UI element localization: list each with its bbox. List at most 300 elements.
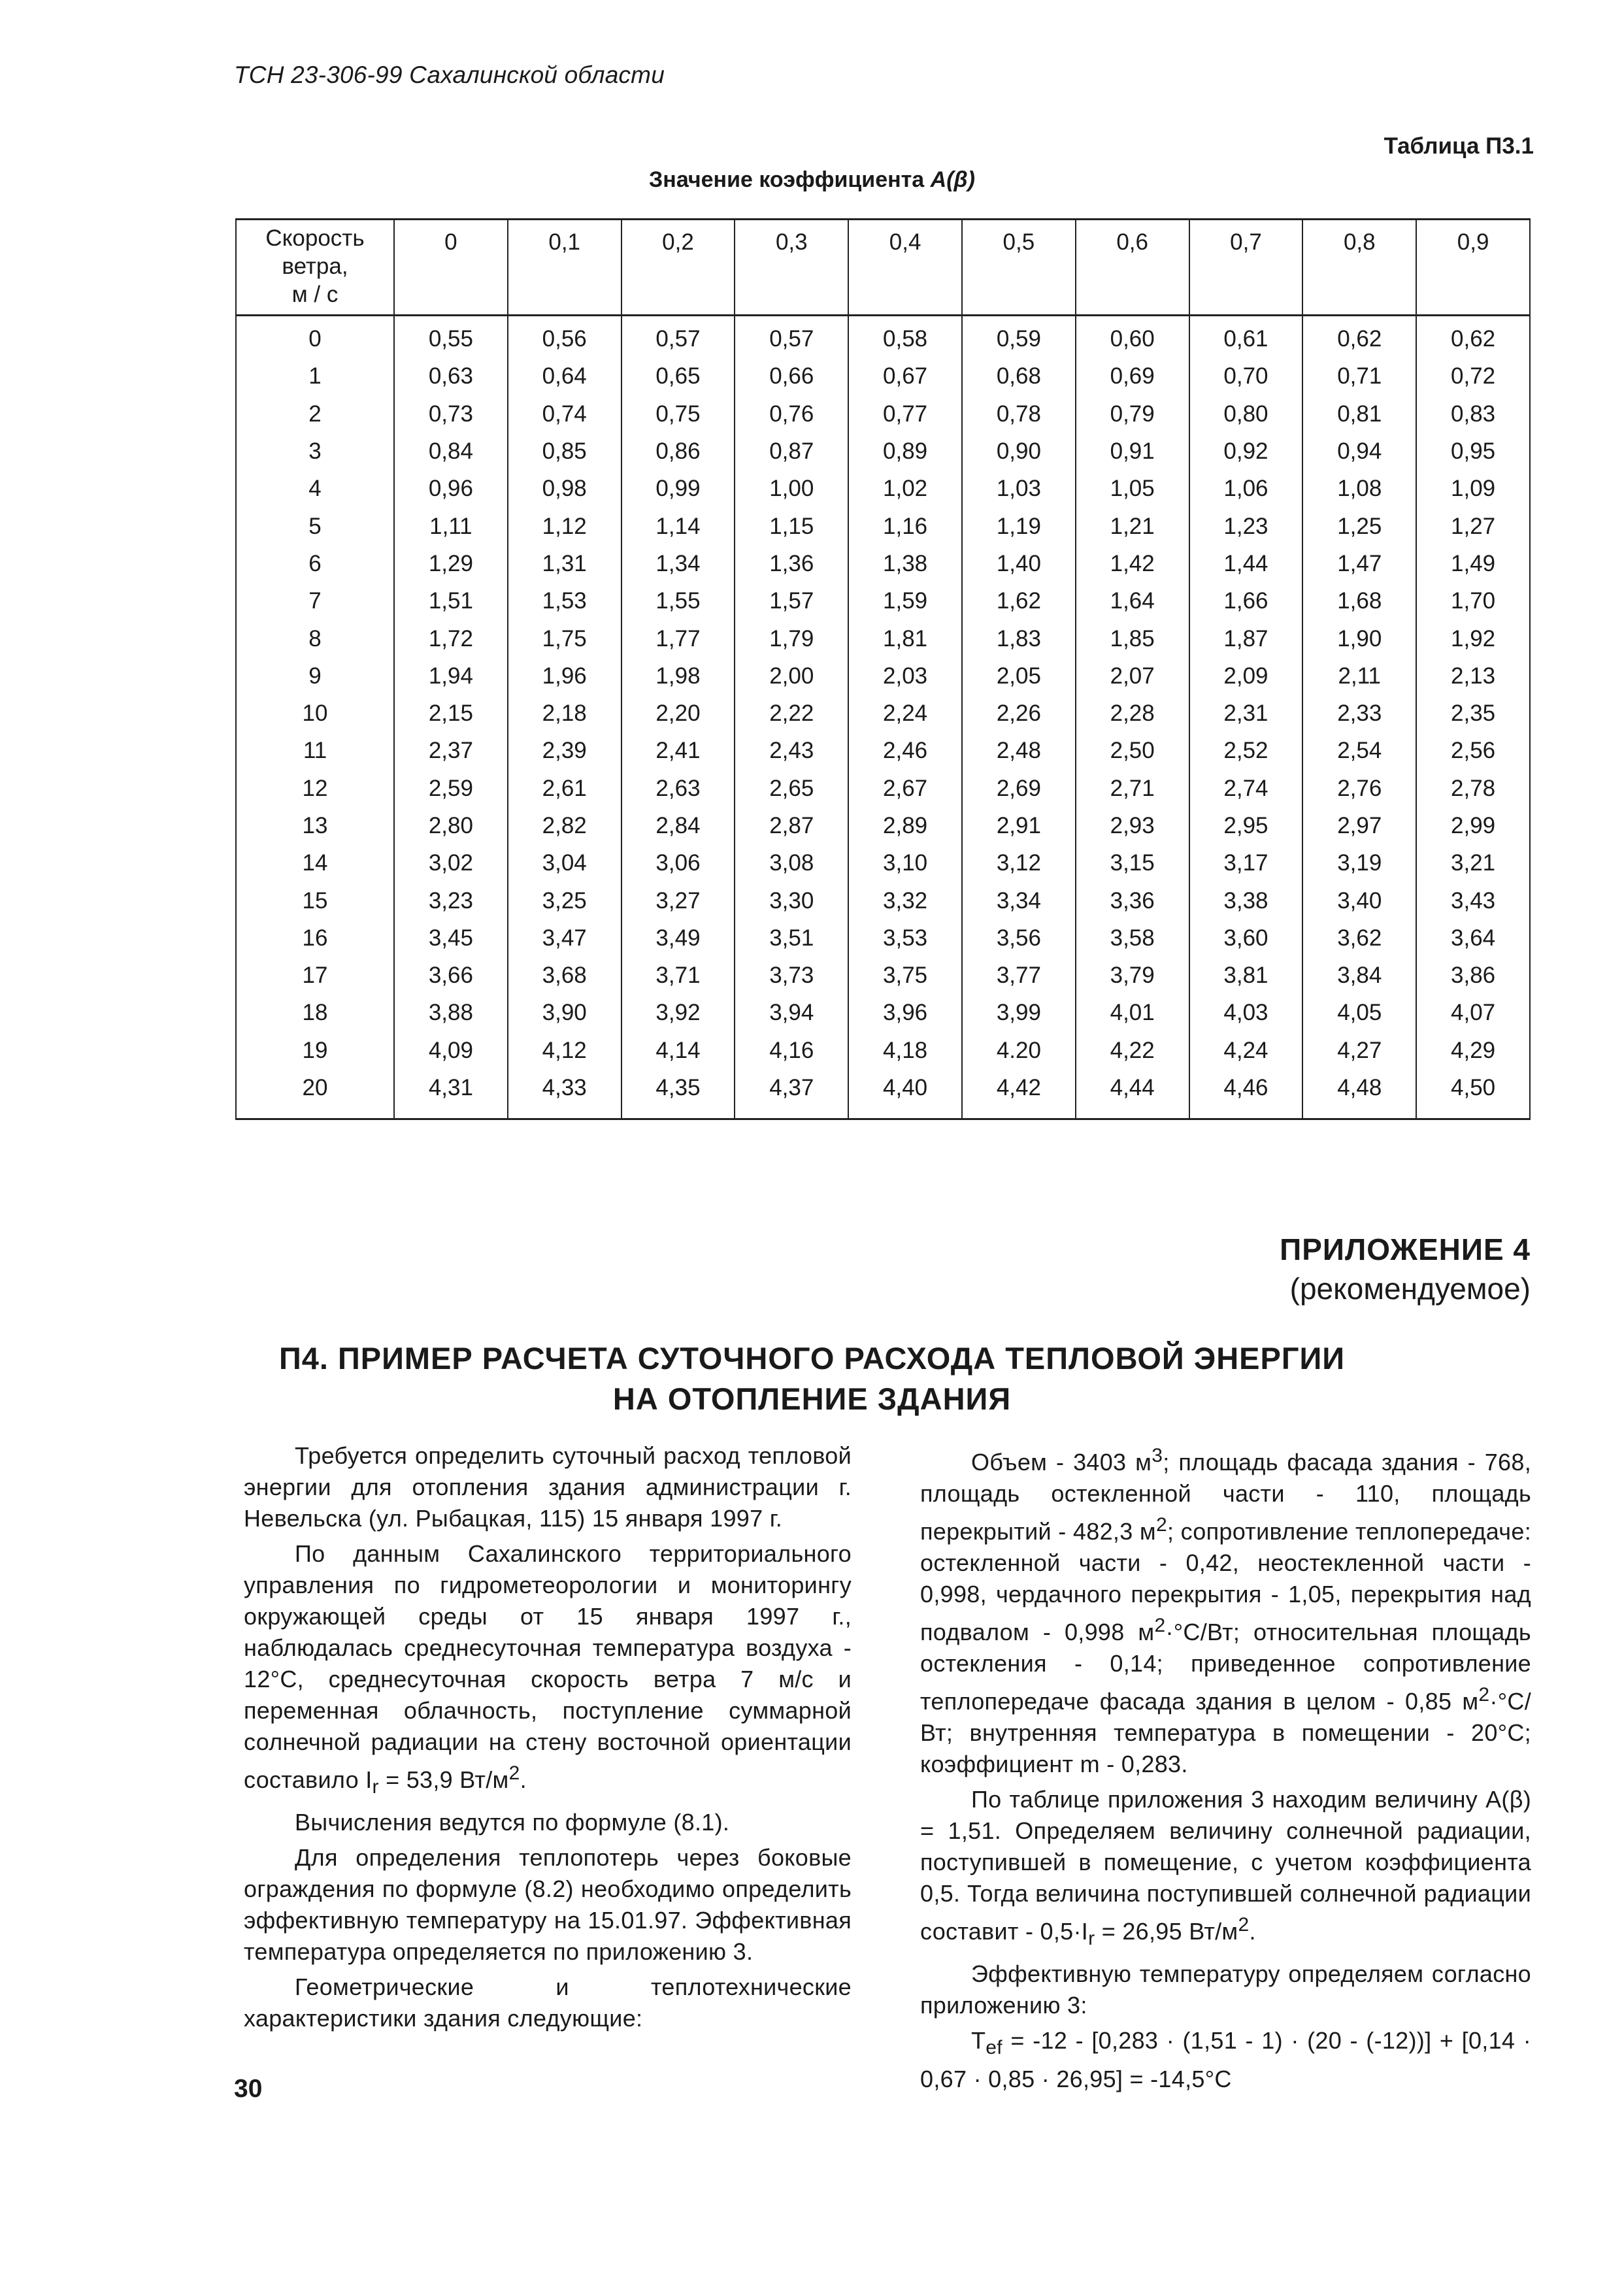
coefficient-cell: 1,31 <box>508 545 621 582</box>
beta-column-header: 0,4 <box>848 220 962 316</box>
coefficient-cell: 0,62 <box>1302 316 1416 358</box>
coefficient-cell: 1,64 <box>1076 582 1189 619</box>
table-row <box>236 1032 1530 1069</box>
coefficient-cell: 3,27 <box>621 882 735 919</box>
coefficient-cell: 0,57 <box>735 316 848 358</box>
coefficient-cell: 0,79 <box>1076 395 1189 433</box>
running-head: ТСН 23-306-99 Сахалинской области <box>234 61 665 88</box>
coefficient-cell: 0,65 <box>621 357 735 395</box>
coefficient-cell: 1,81 <box>848 619 962 657</box>
page-number: 30 <box>234 2075 263 2103</box>
coefficient-cell: 1,57 <box>735 582 848 619</box>
paragraph: Геометрические и теплотехнические характеристики здания следующие: <box>244 1973 852 2032</box>
coefficient-cell: 1,90 <box>1302 619 1416 657</box>
wind-speed-cell: 9 <box>236 657 394 695</box>
wind-speed-cell: 15 <box>236 882 394 919</box>
table-row <box>236 844 1530 882</box>
section-title-line: НА ОТОПЛЕНИЕ ЗДАНИЯ <box>612 1381 1012 1416</box>
table-caption <box>0 167 1624 193</box>
coefficient-cell: 3,08 <box>735 844 848 882</box>
coefficient-cell: 1,03 <box>962 470 1076 507</box>
table-row <box>236 770 1530 807</box>
coefficient-cell: 0,61 <box>1189 316 1303 358</box>
coefficient-cell: 2,07 <box>1076 657 1189 695</box>
coefficient-cell: 0,98 <box>508 470 621 507</box>
paragraph: Для определения теплопотерь через боковые ограждения по формуле (8.2) необходимо определить эффективную температуру на 15.01.97. Эффективная температура определяется по приложению 3. <box>244 1844 852 1966</box>
wind-speed-cell: 10 <box>236 695 394 732</box>
wind-speed-cell: 1 <box>236 357 394 395</box>
coefficient-cell: 2,78 <box>1416 770 1530 807</box>
coefficient-cell: 2,91 <box>962 807 1076 844</box>
coefficient-cell: 4,31 <box>394 1069 508 1119</box>
table-row <box>236 395 1530 433</box>
coefficient-cell: 2,13 <box>1416 657 1530 695</box>
coefficient-cell: 3,86 <box>1416 957 1530 994</box>
coefficient-cell: 2,56 <box>1416 732 1530 769</box>
wind-speed-cell: 8 <box>236 619 394 657</box>
coefficient-cell: 1,36 <box>735 545 848 582</box>
coefficient-cell: 2,59 <box>394 770 508 807</box>
superscript: 2 <box>1478 1684 1490 1706</box>
coefficient-cell: 1,11 <box>394 507 508 544</box>
table-row <box>236 582 1530 619</box>
coefficient-cell: 2,33 <box>1302 695 1416 732</box>
coefficient-cell: 3,73 <box>735 957 848 994</box>
coefficient-cell: 2,76 <box>1302 770 1416 807</box>
coefficient-cell: 2,80 <box>394 807 508 844</box>
coefficient-cell: 3,02 <box>394 844 508 882</box>
coefficient-cell: 1,34 <box>621 545 735 582</box>
coefficient-cell: 0,57 <box>621 316 735 358</box>
coefficient-cell: 4,09 <box>394 1032 508 1069</box>
text-run: ·°С/Вт; внутренняя температура в помещении - 20°С; коэффициент m - 0,283. <box>920 1688 1531 1777</box>
coefficient-cell: 2,69 <box>962 770 1076 807</box>
beta-column-header: 0,3 <box>735 220 848 316</box>
coefficient-cell: 3,92 <box>621 994 735 1031</box>
table-row <box>236 433 1530 470</box>
coefficient-cell: 1,16 <box>848 507 962 544</box>
coefficient-cell: 3,62 <box>1302 919 1416 957</box>
table-caption-text: Значение коэффициента <box>649 167 931 192</box>
formula <box>920 2025 1531 2095</box>
speed-column-header <box>236 220 394 316</box>
coefficient-cell: 3,19 <box>1302 844 1416 882</box>
coefficient-cell: 0,69 <box>1076 357 1189 395</box>
coefficient-cell: 4,14 <box>621 1032 735 1069</box>
coefficient-cell: 1,47 <box>1302 545 1416 582</box>
wind-speed-cell: 19 <box>236 1032 394 1069</box>
table-row <box>236 619 1530 657</box>
coefficient-cell: 3,34 <box>962 882 1076 919</box>
coefficient-cell: 1,70 <box>1416 582 1530 619</box>
coefficient-cell: 2,52 <box>1189 732 1303 769</box>
wind-speed-cell: 2 <box>236 395 394 433</box>
coefficient-cell: 1,09 <box>1416 470 1530 507</box>
coefficient-cell: 1,75 <box>508 619 621 657</box>
text-run: По данным Сахалинского территориального управления по гидрометеорологии и мониторингу окружающей среды от 15 января 1997 г., наблюдалась среднесуточная температура воздуха - 12°С, среднесуточная скорость ветра 7 м/с и переменная облачность, поступление суммарной солнечной радиации на стену восточной ориентации составило I <box>244 1540 852 1793</box>
coefficient-cell: 0,72 <box>1416 357 1530 395</box>
table-row <box>236 470 1530 507</box>
coefficient-cell: 2,54 <box>1302 732 1416 769</box>
paragraph <box>920 1784 1531 1955</box>
table-row <box>236 994 1530 1031</box>
table-row <box>236 545 1530 582</box>
coefficient-cell: 3,43 <box>1416 882 1530 919</box>
coefficient-cell: 3,64 <box>1416 919 1530 957</box>
coefficient-cell: 3,66 <box>394 957 508 994</box>
superscript: 2 <box>1154 1615 1166 1636</box>
coefficient-cell: 0,75 <box>621 395 735 433</box>
wind-speed-cell: 12 <box>236 770 394 807</box>
wind-speed-cell: 0 <box>236 316 394 358</box>
coefficient-cell: 3,32 <box>848 882 962 919</box>
coefficient-cell: 1,72 <box>394 619 508 657</box>
coefficient-cell: 4,42 <box>962 1069 1076 1119</box>
right-column <box>920 1440 1531 2099</box>
coefficient-cell: 0,87 <box>735 433 848 470</box>
coefficient-cell: 4.20 <box>962 1032 1076 1069</box>
coefficient-cell: 4,18 <box>848 1032 962 1069</box>
coefficient-cell: 3,38 <box>1189 882 1303 919</box>
coefficient-cell: 0,74 <box>508 395 621 433</box>
coefficient-cell: 3,71 <box>621 957 735 994</box>
speed-header-line: ветра, <box>282 254 348 279</box>
coefficient-cell: 1,51 <box>394 582 508 619</box>
appendix-heading <box>1280 1230 1531 1308</box>
wind-speed-cell: 4 <box>236 470 394 507</box>
text-run: ; площадь фасада здания - 768, площадь остекленной части - 110, площадь перекрытий - 482,3 м <box>920 1449 1531 1545</box>
coefficient-cell: 1,21 <box>1076 507 1189 544</box>
subscript: ef <box>986 2037 1003 2059</box>
coefficient-cell: 3,04 <box>508 844 621 882</box>
coefficient-cell: 2,87 <box>735 807 848 844</box>
table-row <box>236 507 1530 544</box>
coefficient-cell: 1,77 <box>621 619 735 657</box>
formula-symbol: T <box>971 2027 986 2054</box>
coefficient-cell: 3,68 <box>508 957 621 994</box>
coefficient-cell: 2,03 <box>848 657 962 695</box>
coefficient-cell: 4,33 <box>508 1069 621 1119</box>
section-title-line: П4. ПРИМЕР РАСЧЕТА СУТОЧНОГО РАСХОДА ТЕПЛОВОЙ ЭНЕРГИИ <box>278 1341 1346 1376</box>
text-run: По таблице приложения 3 находим величину A(β) = 1,51. Определяем величину солнечной радиации, поступившей в помещение, с учетом коэффициента 0,5. Тогда величина поступившей солнечной радиации составит - 0,5·I <box>920 1786 1531 1945</box>
coefficient-cell: 1,59 <box>848 582 962 619</box>
coefficient-cell: 1,94 <box>394 657 508 695</box>
coefficient-cell: 1,66 <box>1189 582 1303 619</box>
coefficient-cell: 2,50 <box>1076 732 1189 769</box>
section-title <box>0 1338 1624 1419</box>
superscript: 3 <box>1152 1445 1163 1466</box>
paragraph: Эффективную температуру определяем согласно приложению 3: <box>920 1960 1531 2019</box>
coefficient-cell: 3,06 <box>621 844 735 882</box>
subscript: r <box>372 1776 379 1798</box>
coefficient-cell: 4,12 <box>508 1032 621 1069</box>
coefficient-cell: 4,48 <box>1302 1069 1416 1119</box>
coefficient-cell: 2,35 <box>1416 695 1530 732</box>
coefficient-cell: 1,83 <box>962 619 1076 657</box>
table-body <box>236 316 1530 1119</box>
coefficient-cell: 0,89 <box>848 433 962 470</box>
coefficient-cell: 1,55 <box>621 582 735 619</box>
table-label: Таблица П3.1 <box>1384 133 1534 159</box>
coefficient-cell: 0,55 <box>394 316 508 358</box>
beta-column-header: 0,9 <box>1416 220 1530 316</box>
coefficient-cell: 2,97 <box>1302 807 1416 844</box>
coefficient-cell: 2,61 <box>508 770 621 807</box>
coefficient-cell: 2,22 <box>735 695 848 732</box>
wind-speed-cell: 13 <box>236 807 394 844</box>
beta-column-header: 0,7 <box>1189 220 1303 316</box>
superscript: 2 <box>508 1762 520 1784</box>
coefficient-cell: 3,96 <box>848 994 962 1031</box>
coefficient-cell: 4,44 <box>1076 1069 1189 1119</box>
coefficient-cell: 3,60 <box>1189 919 1303 957</box>
coefficient-cell: 2,18 <box>508 695 621 732</box>
coefficient-cell: 0,63 <box>394 357 508 395</box>
coefficient-cell: 2,05 <box>962 657 1076 695</box>
coefficient-cell: 1,92 <box>1416 619 1530 657</box>
coefficient-cell: 2,11 <box>1302 657 1416 695</box>
coefficient-cell: 4,37 <box>735 1069 848 1119</box>
coefficient-cell: 1,53 <box>508 582 621 619</box>
coefficient-cell: 2,99 <box>1416 807 1530 844</box>
beta-column-header: 0,6 <box>1076 220 1189 316</box>
table-row <box>236 695 1530 732</box>
wind-speed-cell: 14 <box>236 844 394 882</box>
table-header-row <box>236 220 1530 316</box>
beta-column-header: 0,5 <box>962 220 1076 316</box>
coefficient-cell: 3,75 <box>848 957 962 994</box>
text-run: . <box>1249 1918 1256 1945</box>
coefficient-cell: 4,27 <box>1302 1032 1416 1069</box>
coefficient-cell: 3,88 <box>394 994 508 1031</box>
coefficient-cell: 3,90 <box>508 994 621 1031</box>
paragraph <box>244 1538 852 1803</box>
coefficient-cell: 0,66 <box>735 357 848 395</box>
coefficient-cell: 1,44 <box>1189 545 1303 582</box>
text-run: ; сопротивление теплопередаче: остекленной части - 0,42, неостекленной части - 0,998, чердачного перекрытия - 1,05, перекрытия над подвалом - 0,998 м <box>920 1518 1531 1645</box>
coefficient-cell: 3,99 <box>962 994 1076 1031</box>
coefficient-cell: 2,39 <box>508 732 621 769</box>
coefficient-cell: 3,49 <box>621 919 735 957</box>
coefficient-cell: 3,10 <box>848 844 962 882</box>
coefficient-cell: 2,82 <box>508 807 621 844</box>
coefficient-cell: 2,89 <box>848 807 962 844</box>
coefficient-cell: 2,20 <box>621 695 735 732</box>
paragraph: Вычисления ведутся по формуле (8.1). <box>295 1809 730 1836</box>
coefficient-cell: 3,58 <box>1076 919 1189 957</box>
text-run: ·°С/Вт; относительная площадь остекления - 0,14; приведенное сопротивление теплопередаче фасада здания в целом - 0,85 м <box>920 1619 1531 1715</box>
coefficient-cell: 1,29 <box>394 545 508 582</box>
table-row <box>236 807 1530 844</box>
coefficient-cell: 3,51 <box>735 919 848 957</box>
text-run: Объем - 3403 м <box>971 1449 1152 1476</box>
coefficient-cell: 3,25 <box>508 882 621 919</box>
coefficient-cell: 2,31 <box>1189 695 1303 732</box>
coefficient-cell: 0,77 <box>848 395 962 433</box>
coefficient-cell: 3,84 <box>1302 957 1416 994</box>
paragraph <box>920 1440 1531 1780</box>
wind-speed-cell: 16 <box>236 919 394 957</box>
coefficient-cell: 3,53 <box>848 919 962 957</box>
coefficient-cell: 2,63 <box>621 770 735 807</box>
coefficient-cell: 0,71 <box>1302 357 1416 395</box>
coefficient-cell: 0,96 <box>394 470 508 507</box>
coefficient-cell: 1,05 <box>1076 470 1189 507</box>
coefficient-cell: 3,15 <box>1076 844 1189 882</box>
beta-column-header: 0,8 <box>1302 220 1416 316</box>
coefficient-cell: 4,40 <box>848 1069 962 1119</box>
coefficient-cell: 1,02 <box>848 470 962 507</box>
coefficient-cell: 3,81 <box>1189 957 1303 994</box>
coefficient-cell: 1,96 <box>508 657 621 695</box>
coefficient-cell: 0,64 <box>508 357 621 395</box>
coefficient-cell: 1,98 <box>621 657 735 695</box>
coefficient-cell: 2,93 <box>1076 807 1189 844</box>
coefficient-cell: 4,22 <box>1076 1032 1189 1069</box>
coefficient-cell: 3,12 <box>962 844 1076 882</box>
coefficient-cell: 4,50 <box>1416 1069 1530 1119</box>
left-column <box>244 1440 852 2038</box>
coefficient-cell: 0,84 <box>394 433 508 470</box>
coefficient-cell: 3,40 <box>1302 882 1416 919</box>
coefficient-cell: 0,60 <box>1076 316 1189 358</box>
coefficient-cell: 1,06 <box>1189 470 1303 507</box>
speed-header-line: м / с <box>291 282 339 307</box>
text-run: = 53,9 Вт/м <box>378 1766 509 1793</box>
speed-header-line: Скорость <box>265 225 365 251</box>
coefficient-cell: 0,62 <box>1416 316 1530 358</box>
coefficient-cell: 3,47 <box>508 919 621 957</box>
coefficient-cell: 2,65 <box>735 770 848 807</box>
beta-column-header: 0 <box>394 220 508 316</box>
coefficient-cell: 0,95 <box>1416 433 1530 470</box>
paragraph: Требуется определить суточный расход тепловой энергии для отопления здания администрации г. Невельска (ул. Рыбацкая, 115) 15 января 1997 г. <box>244 1442 852 1532</box>
wind-speed-cell: 7 <box>236 582 394 619</box>
coefficient-cell: 0,56 <box>508 316 621 358</box>
wind-speed-cell: 17 <box>236 957 394 994</box>
coefficient-cell: 3,36 <box>1076 882 1189 919</box>
table-row <box>236 657 1530 695</box>
coefficient-cell: 0,85 <box>508 433 621 470</box>
formula-expression: = -12 - [0,283 · (1,51 - 1) · (20 - (-12))] + [0,14 · 0,67 · 0,85 · 26,95] = -14,5°С <box>920 2027 1531 2093</box>
coefficient-cell: 3,56 <box>962 919 1076 957</box>
coefficient-cell: 2,74 <box>1189 770 1303 807</box>
coefficient-cell: 1,79 <box>735 619 848 657</box>
coefficient-cell: 0,92 <box>1189 433 1303 470</box>
coefficient-cell: 3,17 <box>1189 844 1303 882</box>
coefficient-cell: 0,78 <box>962 395 1076 433</box>
beta-column-header: 0,2 <box>621 220 735 316</box>
coefficient-table <box>235 218 1531 1120</box>
coefficient-cell: 3,30 <box>735 882 848 919</box>
coefficient-cell: 0,73 <box>394 395 508 433</box>
coefficient-cell: 0,80 <box>1189 395 1303 433</box>
coefficient-cell: 0,83 <box>1416 395 1530 433</box>
coefficient-cell: 0,58 <box>848 316 962 358</box>
coefficient-cell: 0,76 <box>735 395 848 433</box>
coefficient-cell: 0,91 <box>1076 433 1189 470</box>
coefficient-cell: 3,21 <box>1416 844 1530 882</box>
table-row <box>236 357 1530 395</box>
coefficient-cell: 4,35 <box>621 1069 735 1119</box>
coefficient-cell: 2,48 <box>962 732 1076 769</box>
coefficient-cell: 1,38 <box>848 545 962 582</box>
coefficient-cell: 4,16 <box>735 1032 848 1069</box>
table-row <box>236 882 1530 919</box>
table-row <box>236 957 1530 994</box>
coefficient-cell: 1,12 <box>508 507 621 544</box>
coefficient-cell: 3,94 <box>735 994 848 1031</box>
coefficient-cell: 1,08 <box>1302 470 1416 507</box>
coefficient-cell: 0,90 <box>962 433 1076 470</box>
coefficient-cell: 0,81 <box>1302 395 1416 433</box>
coefficient-cell: 4,03 <box>1189 994 1303 1031</box>
coefficient-cell: 1,27 <box>1416 507 1530 544</box>
coefficient-cell: 1,62 <box>962 582 1076 619</box>
coefficient-cell: 4,05 <box>1302 994 1416 1031</box>
coefficient-cell: 0,59 <box>962 316 1076 358</box>
wind-speed-cell: 20 <box>236 1069 394 1119</box>
coefficient-cell: 0,67 <box>848 357 962 395</box>
coefficient-cell: 1,85 <box>1076 619 1189 657</box>
coefficient-cell: 1,68 <box>1302 582 1416 619</box>
coefficient-cell: 2,26 <box>962 695 1076 732</box>
coefficient-cell: 1,42 <box>1076 545 1189 582</box>
coefficient-cell: 2,24 <box>848 695 962 732</box>
text-run: . <box>520 1766 527 1793</box>
coefficient-cell: 0,94 <box>1302 433 1416 470</box>
table-row <box>236 316 1530 358</box>
coefficient-cell: 2,00 <box>735 657 848 695</box>
appendix-title: ПРИЛОЖЕНИЕ 4 <box>1280 1232 1531 1266</box>
coefficient-cell: 4,24 <box>1189 1032 1303 1069</box>
subscript: r <box>1088 1928 1095 1950</box>
coefficient-cell: 1,87 <box>1189 619 1303 657</box>
coefficient-cell: 2,15 <box>394 695 508 732</box>
coefficient-cell: 3,79 <box>1076 957 1189 994</box>
coefficient-cell: 4,46 <box>1189 1069 1303 1119</box>
wind-speed-cell: 6 <box>236 545 394 582</box>
coefficient-cell: 2,37 <box>394 732 508 769</box>
coefficient-cell: 2,95 <box>1189 807 1303 844</box>
coefficient-cell: 1,15 <box>735 507 848 544</box>
superscript: 2 <box>1238 1914 1250 1936</box>
coefficient-cell: 3,77 <box>962 957 1076 994</box>
coefficient-cell: 3,45 <box>394 919 508 957</box>
coefficient-cell: 0,68 <box>962 357 1076 395</box>
table-row <box>236 1069 1530 1119</box>
superscript: 2 <box>1155 1514 1167 1536</box>
wind-speed-cell: 11 <box>236 732 394 769</box>
coefficient-cell: 2,67 <box>848 770 962 807</box>
table-row <box>236 919 1530 957</box>
wind-speed-cell: 18 <box>236 994 394 1031</box>
coefficient-cell: 2,43 <box>735 732 848 769</box>
coefficient-cell: 1,25 <box>1302 507 1416 544</box>
coefficient-cell: 2,46 <box>848 732 962 769</box>
coefficient-cell: 1,00 <box>735 470 848 507</box>
coefficient-cell: 2,84 <box>621 807 735 844</box>
wind-speed-cell: 3 <box>236 433 394 470</box>
coefficient-cell: 0,86 <box>621 433 735 470</box>
text-run: = 26,95 Вт/м <box>1095 1918 1238 1945</box>
coefficient-cell: 1,23 <box>1189 507 1303 544</box>
coefficient-cell: 2,41 <box>621 732 735 769</box>
wind-speed-cell: 5 <box>236 507 394 544</box>
coefficient-cell: 4,07 <box>1416 994 1530 1031</box>
coefficient-cell: 0,70 <box>1189 357 1303 395</box>
coefficient-cell: 1,49 <box>1416 545 1530 582</box>
